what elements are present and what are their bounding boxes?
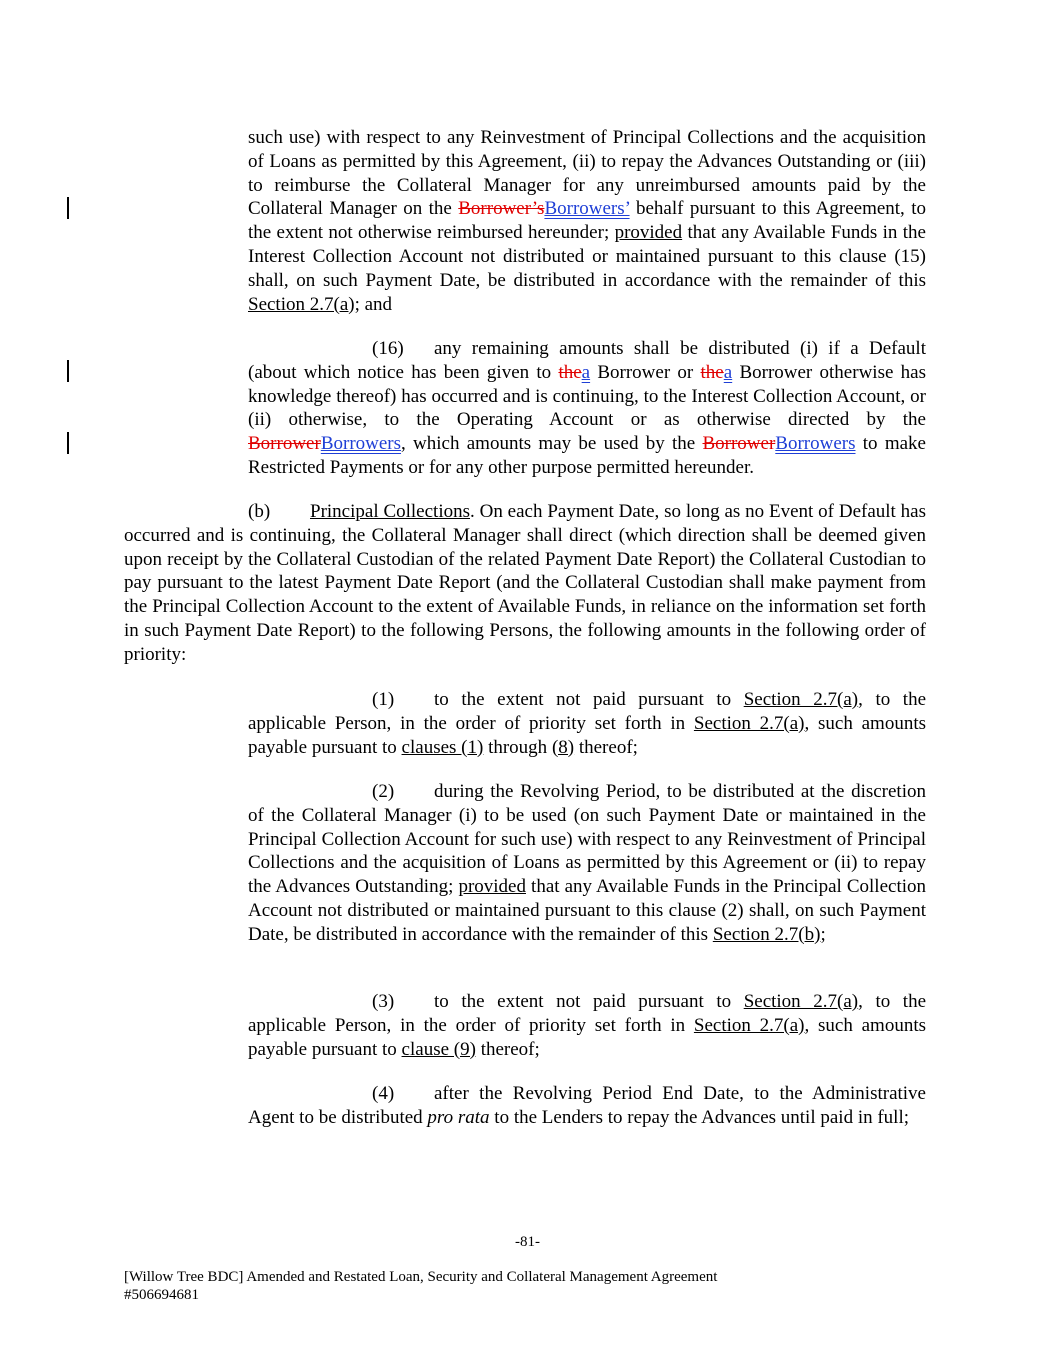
inserted-text: a <box>581 361 591 383</box>
deleted-text: Borrower’s <box>458 198 545 220</box>
inserted-text: Borrowers <box>775 433 856 455</box>
deleted-text: the <box>558 361 582 383</box>
change-bar <box>67 197 69 219</box>
clause-16: (16) any remaining amounts shall be distributed (i) if a Default (about which notice has been given to thea Borrower or thea Borrower otherwise has knowledge thereof) has occurred and is continuing, to the Interest Collection Account, or (ii) otherwise, to the Operating Account or as otherwise directed by the BorrowerBorrowers, which amounts may be used by the BorrowerBorrowers to make Restricted Payments or for any other purpose permitted hereunder. <box>248 338 926 478</box>
section-b-principal-collections: (b) Principal Collections. On each Payment Date, so long as no Event of Default has occurred and is continuing, the Collateral Manager shall direct (which direction shall be deemed given upon receipt by the Collateral Custodian of the related Payment Date Report) the Collateral Custodian to pay pursuant to the latest Payment Date Report (and the Collateral Custodian shall make payment from the Principal Collection Account to the extent of Available Funds, in reliance on the information set forth in such Payment Date Report) to the following Persons, the following amounts in the following order of priority: <box>124 501 926 665</box>
inserted-text: Borrowers <box>320 433 402 455</box>
section-reference: Section 2.7(a) <box>693 712 805 734</box>
inserted-text: Borrowers’ <box>544 198 630 220</box>
italic-term: pro rata <box>427 1106 490 1128</box>
clause-number: (1) <box>372 689 395 710</box>
clause-number: (3) <box>372 991 395 1012</box>
clause-number: (16) <box>372 338 404 359</box>
section-reference: Section 2.7(a) <box>248 293 355 315</box>
change-bar <box>67 360 69 382</box>
clause-15-continuation: such use) with respect to any Reinvestment of Principal Collections and the acquisition of Loans as permitted by this Agreement, (ii) to repay the Advances Outstanding or (iii) to reimburse the Collateral Manager for any unreimbursed amounts paid by the Collateral Manager on the Borrower’sBorrowers’ behalf pursuant to this Agreement, to the extent not otherwise reimbursed hereunder; provided that any Available Funds in the Interest Collection Account not distributed or maintained pursuant to this clause (15) shall, on such Payment Date, be distributed in accordance with the remainder of this Section 2.7(a); and <box>248 127 926 315</box>
footer-title: [Willow Tree BDC] Amended and Restated Loan, Security and Collateral Management Agreement <box>124 1269 718 1285</box>
page-number: -81- <box>515 1234 540 1250</box>
inserted-text: a <box>723 361 733 383</box>
section-reference: Section 2.7(a) <box>743 991 859 1012</box>
section-reference: Section 2.7(a) <box>743 689 859 710</box>
section-reference: Section 2.7(b) <box>712 923 821 945</box>
clause-number: (4) <box>372 1083 395 1104</box>
change-bar <box>67 432 69 454</box>
clause-reference: clause (9) <box>401 1038 476 1060</box>
deleted-text: Borrower <box>702 433 776 455</box>
clause-number: (2) <box>372 781 395 802</box>
clause-reference: (8) <box>551 736 575 758</box>
clause-b4: (4) after the Revolving Period End Date, to the Administrative Agent to be distributed pro rata to the Lenders to repay the Advances until paid in full; <box>248 1083 926 1128</box>
section-reference: Section 2.7(a) <box>693 1014 805 1036</box>
clause-reference: clauses (1) <box>401 736 484 758</box>
clause-b2: (2) during the Revolving Period, to be distributed at the discretion of the Collateral Manager (i) to be used (on such Payment Date or maintained in the Principal Collection Account for such use) with respect to any Reinvestment of Principal Collections and the acquisition of Loans as permitted by this Agreement or (ii) to repay the Advances Outstanding; provided that any Available Funds in the Principal Collection Account not distributed or maintained pursuant to this clause (2) shall, on such Payment Date, be distributed in accordance with the remainder of this Section 2.7(b); <box>248 781 926 945</box>
deleted-text: Borrower <box>248 433 321 455</box>
provided-term: provided <box>458 876 526 898</box>
section-heading: Principal Collections <box>310 501 470 522</box>
section-number: (b) <box>248 501 271 522</box>
clause-b1: (1) to the extent not paid pursuant to Section 2.7(a), to the applicable Person, in the order of priority set forth in Section 2.7(a), such amounts payable pursuant to clauses (1) through (8) thereof; <box>248 689 927 758</box>
deleted-text: the <box>700 361 724 383</box>
footer-doc-id: #506694681 <box>124 1287 199 1303</box>
clause-b3: (3) to the extent not paid pursuant to Section 2.7(a), to the applicable Person, in the order of priority set forth in Section 2.7(a), such amounts payable pursuant to clause (9) thereof; <box>248 991 927 1060</box>
provided-term: provided <box>614 222 683 244</box>
